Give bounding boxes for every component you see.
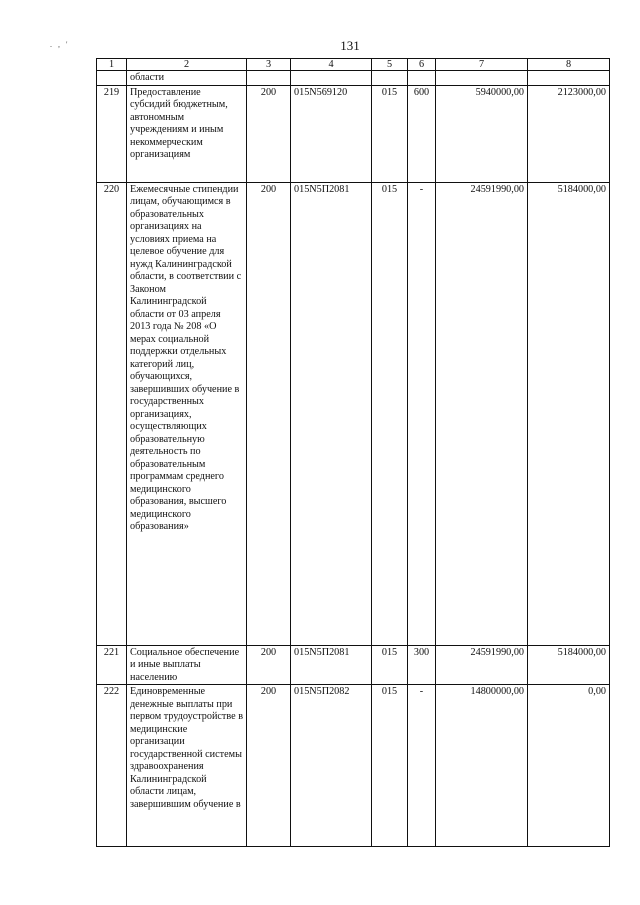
- header-row: [97, 59, 610, 71]
- row-col3: 200: [247, 685, 291, 847]
- budget-table: [96, 58, 610, 847]
- row-col6: 600: [408, 85, 436, 182]
- row-name: Единовременные денежные выплаты при первом трудоустройстве в медицинские организации государственной системы здравоохранения Калининградской области лицам, завершившим обучение в: [127, 685, 247, 847]
- column-header-1: 1: [97, 59, 127, 71]
- column-header-8: 8: [528, 59, 610, 71]
- row-amount-7: [436, 71, 528, 86]
- row-amount-7: 24591990,00: [436, 645, 528, 685]
- table-row: [97, 685, 610, 847]
- row-number: 219: [97, 85, 127, 182]
- column-header-2: 2: [127, 59, 247, 71]
- row-code: 015N5П2082: [291, 685, 372, 847]
- row-name: Социальное обеспечение и иные выплаты населению: [127, 645, 247, 685]
- table-row: [97, 182, 610, 645]
- column-header-5: 5: [372, 59, 408, 71]
- column-header-7: 7: [436, 59, 528, 71]
- row-col3: 200: [247, 85, 291, 182]
- row-amount-8: 5184000,00: [528, 645, 610, 685]
- row-amount-7: 24591990,00: [436, 182, 528, 645]
- row-col3: [247, 71, 291, 86]
- scan-mark: . , ': [50, 40, 70, 49]
- row-amount-7: 14800000,00: [436, 685, 528, 847]
- row-col5: [372, 71, 408, 86]
- row-col5: 015: [372, 85, 408, 182]
- row-code: 015N5П2081: [291, 645, 372, 685]
- column-header-6: 6: [408, 59, 436, 71]
- row-col5: 015: [372, 685, 408, 847]
- row-number: [97, 71, 127, 86]
- column-header-4: 4: [291, 59, 372, 71]
- row-col3: 200: [247, 182, 291, 645]
- row-code: 015N5П2081: [291, 182, 372, 645]
- row-name: области: [127, 71, 247, 86]
- row-number: 220: [97, 182, 127, 645]
- row-col6: -: [408, 182, 436, 645]
- row-col6: -: [408, 685, 436, 847]
- table-row: [97, 71, 610, 86]
- row-amount-8: [528, 71, 610, 86]
- page-number: 131: [340, 38, 360, 53]
- row-col6: 300: [408, 645, 436, 685]
- row-code: [291, 71, 372, 86]
- row-amount-7: 5940000,00: [436, 85, 528, 182]
- row-col6: [408, 71, 436, 86]
- row-col5: 015: [372, 182, 408, 645]
- row-code: 015N569120: [291, 85, 372, 182]
- row-number: 221: [97, 645, 127, 685]
- row-amount-8: 2123000,00: [528, 85, 610, 182]
- row-col5: 015: [372, 645, 408, 685]
- column-header-3: 3: [247, 59, 291, 71]
- row-number: 222: [97, 685, 127, 847]
- row-col3: 200: [247, 645, 291, 685]
- row-name: Ежемесячные стипендии лицам, обучающимся в образовательных организациях на условиях приема на целевое обучение для нужд Калининградской области, в соответствии с Законом Калининградской области от 03 апреля 2013 года № 208 «О мерах социальной поддержки отдельных категорий лиц, обучающихся, завершивших обучение в государственных организациях, осуществляющих образовательную деятельность по образовательным программам среднего медицинского образования, высшего медицинского образования»: [127, 182, 247, 645]
- row-amount-8: 0,00: [528, 685, 610, 847]
- row-amount-8: 5184000,00: [528, 182, 610, 645]
- table-row: [97, 645, 610, 685]
- row-name: Предоставление субсидий бюджетным, автономным учреждениям и иным некоммерческим организациям: [127, 85, 247, 182]
- table-row: [97, 85, 610, 182]
